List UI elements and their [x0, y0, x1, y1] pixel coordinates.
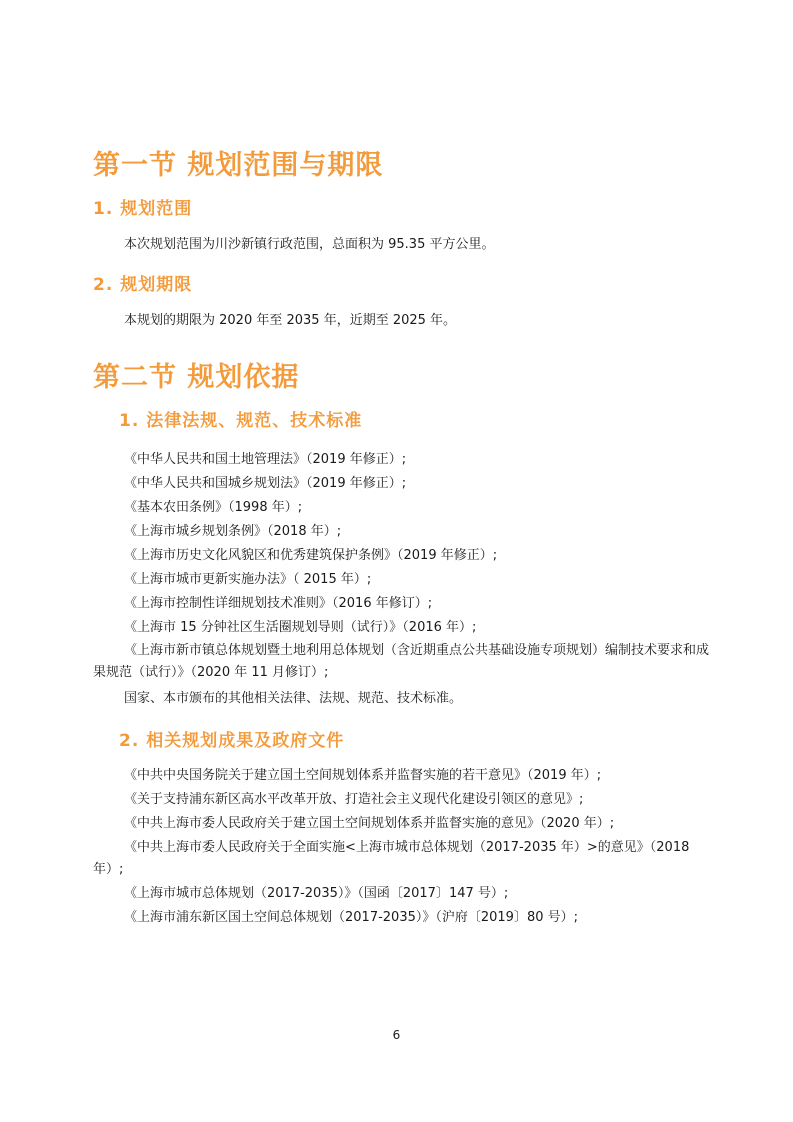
- documents-list: [124, 766, 614, 838]
- section-heading-basis: 第二节 规划依据: [93, 362, 300, 393]
- list-item: 《上海市历史文化风貌区和优秀建筑保护条例》（2019 年修正）;: [124, 548, 498, 563]
- subheading-period: 2. 规划期限: [93, 275, 193, 295]
- list-item: 《关于支持浦东新区高水平改革开放、打造社会主义现代化建设引领区的意见》;: [124, 792, 584, 807]
- list-item: 《上海市控制性详细规划技术准则》（2016 年修订）;: [124, 596, 433, 611]
- list-item: 国家、本市颁布的其他相关法律、法规、规范、技术标准。: [124, 691, 463, 706]
- list-item: 《上海市城市更新实施办法》（ 2015 年）;: [124, 572, 372, 587]
- list-item: 《中华人民共和国土地管理法》（2019 年修正）;: [124, 452, 407, 467]
- subheading-scope: 1. 规划范围: [93, 199, 193, 219]
- section-heading-scope: 第一节 规划范围与期限: [93, 150, 384, 181]
- page-number: 6: [392, 1028, 401, 1042]
- list-item: 《基本农田条例》（1998 年）;: [124, 500, 303, 515]
- subheading-documents: 2. 相关规划成果及政府文件: [119, 731, 345, 751]
- list-item: 《中华人民共和国城乡规划法》（2019 年修正）;: [124, 476, 407, 491]
- paragraph-period: 本规划的期限为 2020 年至 2035 年，近期至 2025 年。: [124, 313, 457, 328]
- list-item: 《中共上海市委人民政府关于建立国土空间规划体系并监督实施的意见》（2020 年）;: [124, 816, 615, 831]
- list-item: 《上海市城乡规划条例》（2018 年）;: [124, 524, 342, 539]
- documents-list-continued: [124, 884, 578, 932]
- list-item: 《上海市新市镇总体规划暨土地利用总体规划（含近期重点公共基础设施专项规划）编制技术要求和成果规范（试行）》（2020 年 11 月修订）;: [93, 643, 710, 680]
- subheading-laws: 1. 法律法规、规范、技术标准: [119, 411, 363, 431]
- list-item: 《上海市城市总体规划（2017-2035）》（国函〔2017〕147 号）;: [124, 886, 509, 901]
- list-item: 《上海市 15 分钟社区生活圈规划导则（试行）》（2016 年）;: [124, 620, 477, 635]
- paragraph-scope: 本次规划范围为川沙新镇行政范围，总面积为 95.35 平方公里。: [124, 237, 495, 252]
- list-item: 《上海市浦东新区国土空间总体规划（2017-2035）》（沪府〔2019〕80 号）;: [124, 910, 578, 925]
- list-item: 《中共上海市委人民政府关于全面实施<上海市城市总体规划（2017-2035 年）>的意见》（2018 年）;: [93, 840, 690, 877]
- list-item: 《中共中央国务院关于建立国土空间规划体系并监督实施的若干意见》（2019 年）;: [124, 768, 602, 783]
- laws-list: [124, 450, 497, 642]
